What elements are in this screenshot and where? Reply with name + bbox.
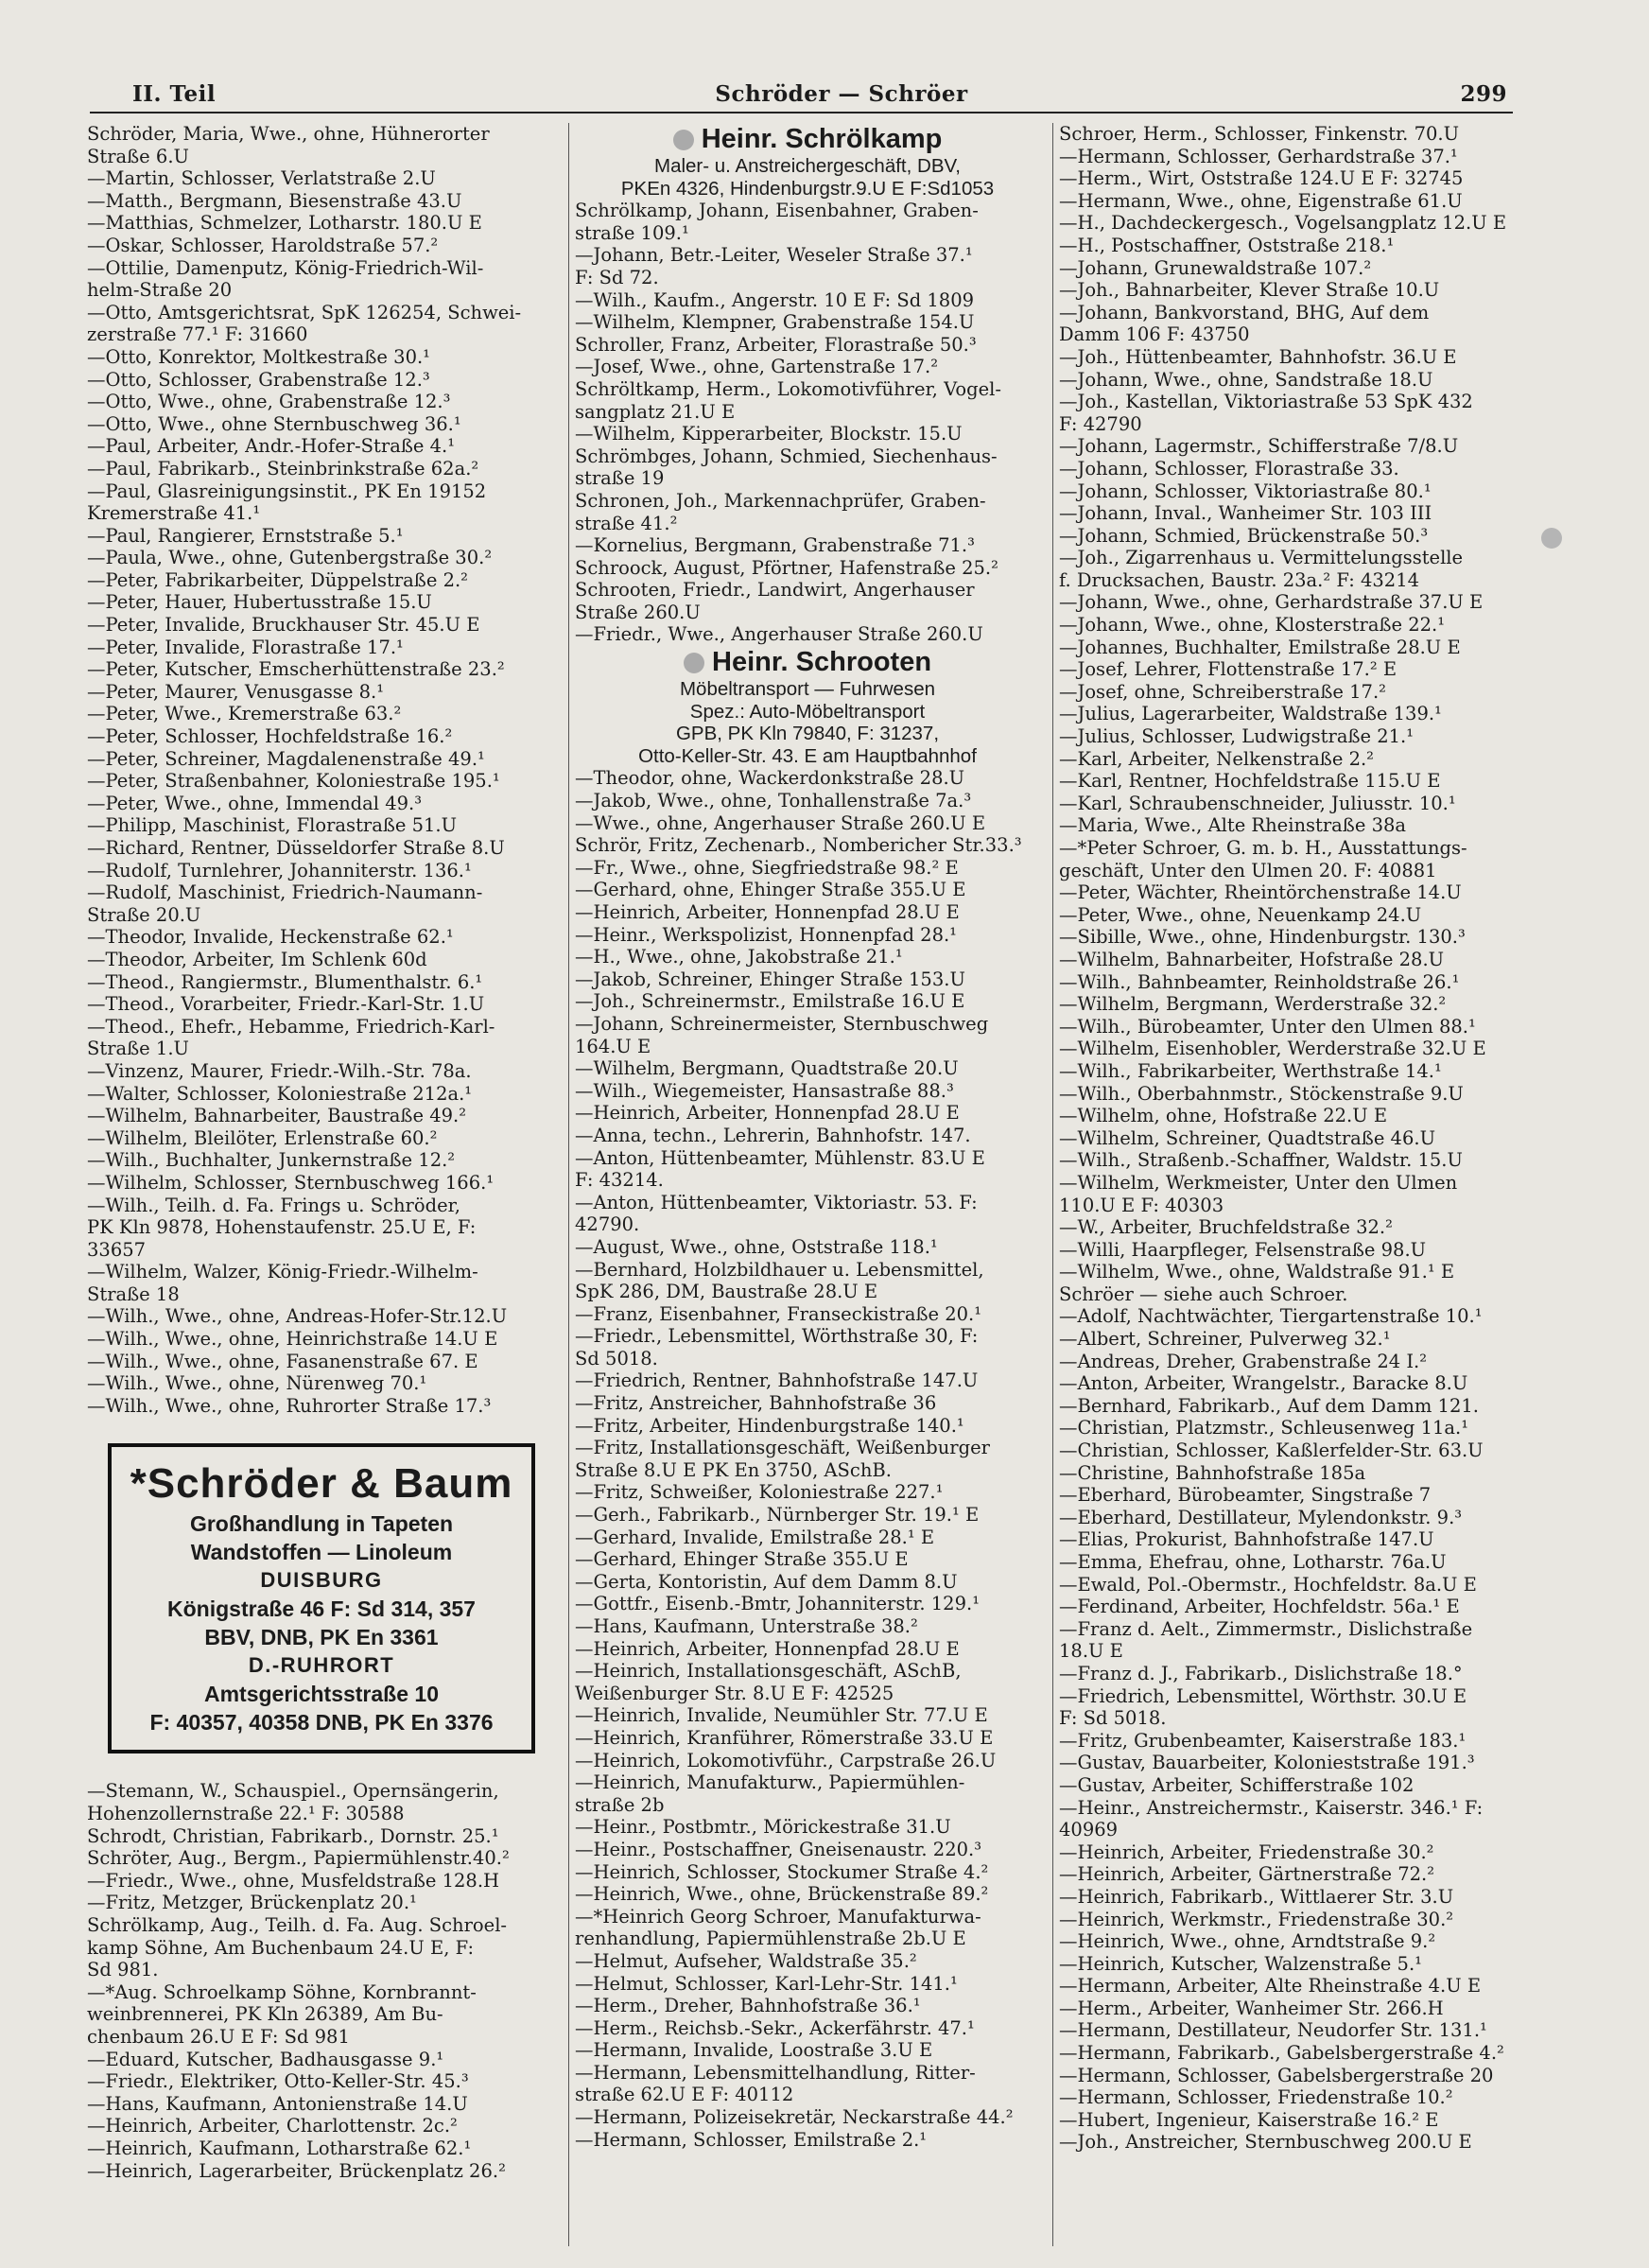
directory-entry: SpK 286, DM, Baustraße 28.U E xyxy=(575,1281,878,1303)
directory-entry: —Oskar, Schlosser, Haroldstraße 57.² xyxy=(87,234,439,256)
directory-entry: —Josef, Wwe., ohne, Gartenstraße 17.² xyxy=(575,356,939,378)
directory-entry: —Gerhard, Invalide, Emilstraße 28.¹ E xyxy=(575,1526,935,1548)
directory-entry: —Fr., Wwe., ohne, Siegfriedstraße 98.² E xyxy=(575,856,959,879)
directory-entry: —Anton, Hüttenbeamter, Mühlenstr. 83.U E xyxy=(575,1146,985,1169)
directory-entry: —Anna, techn., Lehrerin, Bahnhofstr. 147. xyxy=(575,1124,971,1146)
ornament-icon xyxy=(684,653,704,673)
column-1 xyxy=(87,123,552,2182)
directory-entry: —Gerhard, ohne, Ehinger Straße 355.U E xyxy=(575,879,966,901)
ad-line: Wandstoffen — Linoleum xyxy=(190,1540,453,1565)
directory-entry: —Wilhelm, Bergmann, Quadtstraße 20.U xyxy=(575,1057,959,1080)
directory-entry: —August, Wwe., ohne, Oststraße 118.¹ xyxy=(575,1235,938,1258)
directory-entry: —Otto, Wwe., ohne, Grabenstraße 12.³ xyxy=(87,391,451,413)
directory-entry: —Stemann, W., Schauspiel., Opernsängerin, xyxy=(87,1780,499,1803)
directory-entry: —Johann, Bankvorstand, BHG, Auf dem xyxy=(1059,301,1430,323)
directory-entry: —Heinrich, Arbeiter, Honnenpfad 28.U E xyxy=(575,1102,960,1125)
column-3 xyxy=(1059,123,1513,2154)
column-divider xyxy=(1052,123,1053,2246)
directory-entry: —Ewald, Pol.-Obermstr., Hochfeldstr. 8a.U E xyxy=(1059,1573,1477,1596)
directory-entry: —Jakob, Wwe., ohne, Tonhallenstraße 7a.³ xyxy=(575,790,972,812)
directory-entry: —Friedr., Wwe., ohne, Musfeldstraße 128.H xyxy=(87,1869,500,1892)
directory-entry: —Sibille, Wwe., ohne, Hindenburgstr. 130.³ xyxy=(1059,926,1466,949)
directory-entry: Schroer, Herm., Schlosser, Finkenstr. 70.U xyxy=(1059,123,1460,145)
directory-entry: —Fritz, Schweißer, Koloniestraße 227.¹ xyxy=(575,1481,944,1504)
directory-entry: —Heinrich, Arbeiter, Gärtnerstraße 72.² xyxy=(1059,1863,1435,1886)
ad-line: Möbeltransport — Fuhrwesen xyxy=(679,678,936,701)
directory-entry: —Peter, Schlosser, Hochfeldstraße 16.² xyxy=(87,725,453,748)
directory-entry: Schrör, Fritz, Zechenarb., Nombericher Str.33.³ xyxy=(575,834,1022,857)
ad-schroeder-baum xyxy=(108,1443,535,1753)
directory-entry: —Hermann, Schlosser, Gerhardstraße 37.¹ xyxy=(1059,145,1458,167)
directory-entry: —Theod., Rangiermstr., Blumenthalstr. 6.¹ xyxy=(87,970,483,993)
directory-entry: —Maria, Wwe., Alte Rheinstraße 38a xyxy=(1059,814,1407,837)
directory-entry: —Wilhelm, Bergmann, Werderstraße 32.² xyxy=(1059,993,1447,1016)
ornament-icon xyxy=(673,130,694,150)
column-2 xyxy=(575,123,1040,2151)
directory-entry: —Wilh., Wiegemeister, Hansastraße 88.³ xyxy=(575,1079,954,1102)
directory-entry: —Heinrich, Wwe., ohne, Arndtstraße 9.² xyxy=(1059,1930,1436,1953)
directory-entry: —Herm., Arbeiter, Wanheimer Str. 266.H xyxy=(1059,1997,1444,2019)
directory-entry: —H., Wwe., ohne, Jakobstraße 21.¹ xyxy=(575,946,903,968)
directory-entry: —Herm., Wirt, Oststraße 124.U E F: 32745 xyxy=(1059,167,1464,190)
directory-entry: —Paula, Wwe., ohne, Gutenbergstraße 30.² xyxy=(87,547,493,569)
directory-entry: —Wilh., Fabrikarbeiter, Werthstraße 14.¹ xyxy=(1059,1059,1442,1082)
directory-entry: —Julius, Lagerarbeiter, Waldstraße 139.¹ xyxy=(1059,703,1442,725)
directory-entry: Straße 18 xyxy=(87,1282,180,1305)
ad-line: BBV, DNB, PK En 3361 xyxy=(204,1625,439,1650)
directory-entry: —Heinrich, Arbeiter, Charlottenstr. 2c.² xyxy=(87,2115,458,2137)
directory-entry: —Theodor, Arbeiter, Im Schlenk 60d xyxy=(87,948,427,970)
directory-entry: straße 62.U E F: 40112 xyxy=(575,2084,794,2106)
directory-entry: —Paul, Glasreinigungsinstit., PK En 19152 xyxy=(87,480,487,502)
directory-entry: —Herm., Reichsb.-Sekr., Ackerfährstr. 47.¹ xyxy=(575,2016,975,2039)
directory-entry: —Hermann, Invalide, Loostraße 3.U E xyxy=(575,2039,933,2062)
directory-entry: —Heinrich, Arbeiter, Honnenpfad 28.U E xyxy=(575,1637,960,1660)
directory-entry: —Joh., Schreinermstr., Emilstraße 16.U E xyxy=(575,990,965,1013)
directory-entry: —Wwe., ohne, Angerhauser Straße 260.U E xyxy=(575,811,986,834)
directory-entry: —Heinrich, Manufakturw., Papiermühlen- xyxy=(575,1771,965,1794)
directory-entry: renhandlung, Papiermühlenstraße 2b.U E xyxy=(575,1928,966,1950)
directory-entry: —Johann, Wwe., ohne, Klosterstraße 22.¹ xyxy=(1059,614,1446,637)
directory-entry: —Wilhelm, Walzer, König-Friedr.-Wilhelm- xyxy=(87,1261,478,1283)
directory-entry: —Johann, Wwe., ohne, Sandstraße 18.U xyxy=(1059,368,1433,391)
directory-entry: 33657 xyxy=(87,1238,147,1261)
directory-entry: —Wilhelm, ohne, Hofstraße 22.U E xyxy=(1059,1105,1388,1127)
directory-entry: Schrömbges, Johann, Schmied, Siechenhaus- xyxy=(575,445,998,467)
ad-schrooten-title: Heinr. Schrooten xyxy=(575,646,1040,678)
directory-entry: —Ottilie, Damenputz, König-Friedrich-Wil- xyxy=(87,256,484,279)
directory-entry: —Herm., Dreher, Bahnhofstraße 36.¹ xyxy=(575,1995,921,2017)
directory-entry: —Otto, Amtsgerichtsrat, SpK 126254, Schwei- xyxy=(87,301,522,323)
ad-line: GPB, PK Kln 79840, F: 31237, xyxy=(675,723,940,745)
directory-entry: —Vinzenz, Maurer, Friedr.-Wilh.-Str. 78a. xyxy=(87,1059,472,1082)
directory-entry: —*Aug. Schroelkamp Söhne, Kornbrannt- xyxy=(87,1980,477,2003)
directory-entry: —Eberhard, Destillateur, Mylendonkstr. 9.³ xyxy=(1059,1506,1463,1528)
ad-line: F: 40357, 40358 DNB, PK En 3376 xyxy=(149,1710,494,1736)
directory-entry: —Adolf, Nachtwächter, Tiergartenstraße 10.¹ xyxy=(1059,1305,1483,1328)
directory-entry: —Heinrich, Installationsgeschäft, ASchB, xyxy=(575,1660,962,1683)
directory-entry: helm-Straße 20 xyxy=(87,279,233,302)
entry-list xyxy=(575,200,1040,646)
directory-entry: —Heinrich, Kranführer, Römerstraße 33.U E xyxy=(575,1726,994,1749)
directory-entry: —Heinrich, Arbeiter, Friedenstraße 30.² xyxy=(1059,1841,1434,1863)
directory-entry: 164.U E xyxy=(575,1035,651,1057)
directory-entry: Straße 6.U xyxy=(87,145,189,167)
directory-entry: —Peter, Kutscher, Emscherhüttenstraße 23.² xyxy=(87,658,505,681)
directory-entry: —Johann, Lagermstr., Schifferstraße 7/8.U xyxy=(1059,435,1459,458)
directory-entry: —Heinrich, Arbeiter, Honnenpfad 28.U E xyxy=(575,901,960,923)
directory-entry: —Friedr., Elektriker, Otto-Keller-Str. 45.³ xyxy=(87,2070,469,2093)
page-number: 299 xyxy=(1460,81,1507,107)
directory-entry: —Joh., Kastellan, Viktoriastraße 53 SpK 432 xyxy=(1059,391,1473,413)
directory-entry: —Karl, Rentner, Hochfeldstraße 115.U E xyxy=(1059,770,1441,793)
directory-entry: —Friedr., Wwe., Angerhauser Straße 260.U xyxy=(575,623,983,646)
directory-entry: —Peter, Hauer, Hubertusstraße 15.U xyxy=(87,591,432,614)
directory-entry: —Wilhelm, Klempner, Grabenstraße 154.U xyxy=(575,311,975,334)
directory-entry: —Karl, Arbeiter, Nelkenstraße 2.² xyxy=(1059,747,1374,770)
directory-entry: —Hermann, Lebensmittelhandlung, Ritter- xyxy=(575,2061,976,2084)
directory-entry: —Wilhelm, Bahnarbeiter, Baustraße 49.² xyxy=(87,1105,467,1127)
directory-entry: —Johann, Schreinermeister, Sternbuschweg xyxy=(575,1012,989,1035)
directory-entry: —Franz d. J., Fabrikarb., Dislichstraße 18.° xyxy=(1059,1662,1463,1684)
directory-entry: Sd 5018. xyxy=(575,1347,658,1370)
directory-entry: —Kornelius, Bergmann, Grabenstraße 71.³ xyxy=(575,534,975,557)
directory-entry: —Karl, Schraubenschneider, Juliusstr. 10.¹ xyxy=(1059,792,1456,814)
entry-list xyxy=(575,767,1040,2151)
directory-entry: —Gerta, Kontoristin, Auf dem Damm 8.U xyxy=(575,1570,958,1593)
directory-entry: —Eduard, Kutscher, Badhausgasse 9.¹ xyxy=(87,2048,444,2070)
directory-entry: —Heinrich, Wwe., ohne, Brückenstraße 89.² xyxy=(575,1883,989,1906)
directory-entry: Straße 8.U E PK En 3750, ASchB. xyxy=(575,1458,892,1481)
directory-entry: —H., Dachdeckergesch., Vogelsangplatz 12.U E xyxy=(1059,212,1507,235)
directory-entry: —Theod., Ehefr., Hebamme, Friedrich-Karl- xyxy=(87,1015,495,1038)
directory-entry: —Wilh., Oberbahnmstr., Stöckenstraße 9.U xyxy=(1059,1082,1464,1105)
directory-entry: straße 19 xyxy=(575,467,665,490)
directory-entry: —Christian, Platzmstr., Schleusenweg 11a.¹ xyxy=(1059,1417,1469,1439)
directory-entry: —Willi, Haarpfleger, Felsenstraße 98.U xyxy=(1059,1238,1427,1261)
directory-entry: Straße 1.U xyxy=(87,1038,189,1060)
directory-entry: —Wilhelm, Bleilöter, Erlenstraße 60.² xyxy=(87,1126,438,1149)
directory-entry: Schröter, Aug., Bergm., Papiermühlenstr.40.² xyxy=(87,1847,510,1870)
directory-entry: —Johann, Schmied, Brückenstraße 50.³ xyxy=(1059,524,1429,547)
directory-entry: chenbaum 26.U E F: Sd 981 xyxy=(87,2025,350,2048)
directory-entry: —Peter, Fabrikarbeiter, Düppelstraße 2.² xyxy=(87,568,468,591)
directory-entry: —Julius, Schlosser, Ludwigstraße 21.¹ xyxy=(1059,725,1415,748)
directory-entry: —W., Arbeiter, Bruchfeldstraße 32.² xyxy=(1059,1216,1393,1239)
directory-entry: Schröltkamp, Herm., Lokomotivführer, Vogel- xyxy=(575,377,1001,400)
directory-entry: —Hermann, Wwe., ohne, Eigenstraße 61.U xyxy=(1059,189,1463,212)
directory-entry: —*Peter Schroer, G. m. b. H., Ausstattungs- xyxy=(1059,837,1467,859)
directory-entry: straße 41.² xyxy=(575,512,678,534)
directory-entry: Hohenzollernstraße 22.¹ F: 30588 xyxy=(87,1803,405,1825)
directory-entry: —Johann, Grunewaldstraße 107.² xyxy=(1059,256,1372,279)
section-label: II. Teil xyxy=(132,81,217,107)
directory-entry: 40969 xyxy=(1059,1819,1119,1841)
entry-list xyxy=(1059,123,1513,2154)
directory-entry: —Matth., Bergmann, Biesenstraße 43.U xyxy=(87,189,462,212)
directory-entry: Schröer — siehe auch Schroer. xyxy=(1059,1282,1348,1305)
directory-entry: —Johann, Schlosser, Viktoriastraße 80.¹ xyxy=(1059,480,1432,502)
directory-entry: 42790. xyxy=(575,1213,640,1236)
directory-entry: f. Drucksachen, Baustr. 23a.² F: 43214 xyxy=(1059,568,1420,591)
directory-entry: —Andreas, Dreher, Grabenstraße 24 I.² xyxy=(1059,1350,1428,1372)
directory-entry: —Hans, Kaufmann, Antonienstraße 14.U xyxy=(87,2092,468,2115)
directory-entry: —Fritz, Grubenbeamter, Kaiserstraße 183.¹ xyxy=(1059,1729,1467,1752)
ad-schroelkamp-title: Heinr. Schrölkamp xyxy=(575,123,1040,155)
directory-entry: —Wilhelm, Werkmeister, Unter den Ulmen xyxy=(1059,1171,1458,1194)
directory-entry: —Wilh., Wwe., ohne, Andreas-Hofer-Str.12.U xyxy=(87,1305,508,1328)
ad-title: *Schröder & Baum xyxy=(130,1460,513,1508)
directory-entry: —Johann, Schlosser, Florastraße 33. xyxy=(1059,457,1399,480)
ad-line: Großhandlung in Tapeten xyxy=(189,1511,454,1537)
directory-entry: —Wilh., Buchhalter, Junkernstraße 12.² xyxy=(87,1149,456,1172)
directory-entry: —Paul, Rangierer, Ernststraße 5.¹ xyxy=(87,524,404,547)
directory-entry: —Theodor, Invalide, Heckenstraße 62.¹ xyxy=(87,926,454,949)
directory-entry: —Johann, Wwe., ohne, Gerhardstraße 37.U E xyxy=(1059,591,1484,614)
directory-entry: —Richard, Rentner, Düsseldorfer Straße 8.U xyxy=(87,837,505,859)
directory-entry: —Peter, Wwe., ohne, Immendal 49.³ xyxy=(87,792,423,814)
directory-entry: —Wilh., Teilh. d. Fa. Frings u. Schröder, xyxy=(87,1194,460,1216)
ad-line: Königstraße 46 F: Sd 314, 357 xyxy=(167,1596,476,1622)
directory-entry: —Peter, Wwe., Kremerstraße 63.² xyxy=(87,703,402,725)
directory-entry: —Heinrich, Werkmstr., Friedenstraße 30.² xyxy=(1059,1908,1454,1930)
directory-entry: —Peter, Invalide, Florastraße 17.¹ xyxy=(87,636,404,658)
ad-line: Maler- u. Anstreichergeschäft, DBV, xyxy=(654,155,961,177)
directory-entry: —Bernhard, Fabrikarb., Auf dem Damm 121. xyxy=(1059,1394,1479,1417)
directory-entry: Straße 260.U xyxy=(575,601,701,623)
directory-entry: —Otto, Konrektor, Moltkestraße 30.¹ xyxy=(87,345,430,368)
name-range: Schröder — Schröer xyxy=(715,81,968,107)
directory-entry: —Paul, Arbeiter, Andr.-Hofer-Straße 4.¹ xyxy=(87,435,456,458)
directory-entry: —Eberhard, Bürobeamter, Singstraße 7 xyxy=(1059,1484,1432,1507)
directory-entry: —Gerhard, Ehinger Straße 355.U E xyxy=(575,1548,909,1571)
directory-entry: —Albert, Schreiner, Pulverweg 32.¹ xyxy=(1059,1328,1391,1351)
directory-entry: Schrooten, Friedr., Landwirt, Angerhauser xyxy=(575,579,975,602)
directory-entry: —Peter, Wwe., ohne, Neuenkamp 24.U xyxy=(1059,903,1422,926)
directory-entry: —Wilh., Wwe., ohne, Heinrichstraße 14.U E xyxy=(87,1328,498,1351)
directory-entry: —Johann, Betr.-Leiter, Weseler Straße 37.¹ xyxy=(575,244,973,267)
header-rule xyxy=(90,112,1513,113)
column-divider xyxy=(568,123,569,2246)
directory-entry: —Hermann, Schlosser, Friedenstraße 10.² xyxy=(1059,2086,1453,2109)
directory-entry: —Heinr., Postbmtr., Mörickestraße 31.U xyxy=(575,1816,951,1839)
directory-entry: —H., Postschaffner, Oststraße 218.¹ xyxy=(1059,234,1395,256)
directory-entry: —Fritz, Arbeiter, Hindenburgstraße 140.¹ xyxy=(575,1414,964,1437)
ad-line: D.-RUHRORT xyxy=(248,1653,395,1678)
directory-entry: —Gustav, Arbeiter, Schifferstraße 102 xyxy=(1059,1773,1415,1796)
directory-entry: —Hermann, Destillateur, Neudorfer Str. 131.¹ xyxy=(1059,2019,1487,2042)
directory-entry: —Peter, Maurer, Venusgasse 8.¹ xyxy=(87,680,385,703)
directory-entry: —Hermann, Polizeisekretär, Neckarstraße 44.² xyxy=(575,2106,1014,2129)
directory-entry: —Johann, Inval., Wanheimer Str. 103 III xyxy=(1059,502,1432,525)
directory-entry: —Peter, Invalide, Bruckhauser Str. 45.U E xyxy=(87,614,480,637)
directory-entry: —Hermann, Schlosser, Emilstraße 2.¹ xyxy=(575,2128,928,2151)
directory-entry: —Elias, Prokurist, Bahnhofstraße 147.U xyxy=(1059,1528,1434,1551)
directory-entry: straße 109.¹ xyxy=(575,221,689,244)
directory-entry: —Gottfr., Eisenb.-Bmtr, Johanniterstr. 129.¹ xyxy=(575,1593,981,1615)
directory-entry: —Otto, Schlosser, Grabenstraße 12.³ xyxy=(87,368,430,391)
directory-entry: —Josef, ohne, Schreiberstraße 17.² xyxy=(1059,680,1386,703)
directory-entry: Schronen, Joh., Markennachprüfer, Graben- xyxy=(575,489,986,512)
directory-entry: Schrodt, Christian, Fabrikarb., Dornstr. 25.¹ xyxy=(87,1824,499,1847)
directory-entry: —Heinrich, Invalide, Neumühler Str. 77.U E xyxy=(575,1704,988,1727)
directory-entry: —Friedrich, Rentner, Bahnhofstraße 147.U xyxy=(575,1370,979,1392)
directory-entry: geschäft, Unter den Ulmen 20. F: 40881 xyxy=(1059,859,1437,881)
directory-entry: —Joh., Zigarrenhaus u. Vermittelungsstelle xyxy=(1059,547,1464,569)
directory-entry: —Johannes, Buchhalter, Emilstraße 28.U E xyxy=(1059,636,1461,658)
directory-entry: —Peter, Straßenbahner, Koloniestraße 195.¹ xyxy=(87,770,500,793)
directory-entry: —Bernhard, Holzbildhauer u. Lebensmittel, xyxy=(575,1258,984,1281)
directory-entry: —Rudolf, Turnlehrer, Johanniterstr. 136.¹ xyxy=(87,859,472,881)
directory-entry: —Otto, Wwe., ohne Sternbuschweg 36.¹ xyxy=(87,412,461,435)
directory-entry: Schroller, Franz, Arbeiter, Florastraße 50.³ xyxy=(575,333,977,356)
directory-entry: —Walter, Schlosser, Koloniestraße 212a.¹ xyxy=(87,1082,473,1105)
directory-entry: —Peter, Schreiner, Magdalenenstraße 49.¹ xyxy=(87,747,485,770)
directory-entry: —Franz d. Aelt., Zimmermstr., Dislichstraße xyxy=(1059,1617,1473,1640)
directory-entry: —Joh., Anstreicher, Sternbuschweg 200.U E xyxy=(1059,2131,1472,2154)
directory-entry: —Wilhelm, Schreiner, Quadtstraße 46.U xyxy=(1059,1126,1435,1149)
directory-entry: —Heinrich, Kaufmann, Lotharstraße 62.¹ xyxy=(87,2137,472,2159)
directory-entry: —Christian, Schlosser, Kaßlerfelder-Str. 63.U xyxy=(1059,1439,1484,1462)
directory-entry: —Friedr., Lebensmittel, Wörthstraße 30, F: xyxy=(575,1325,979,1348)
directory-entry: —Peter, Wächter, Rheintörchenstraße 14.U xyxy=(1059,881,1462,904)
directory-entry: —Fritz, Installationsgeschäft, Weißenburger xyxy=(575,1437,990,1459)
directory-entry: —Wilhelm, Kipperarbeiter, Blockstr. 15.U xyxy=(575,423,963,445)
directory-entry: —Josef, Lehrer, Flottenstraße 17.² E xyxy=(1059,658,1397,681)
directory-entry: —Anton, Hüttenbeamter, Viktoriastr. 53. F: xyxy=(575,1191,978,1213)
directory-entry: Schröder, Maria, Wwe., ohne, Hühnerorter xyxy=(87,123,490,145)
directory-entry: —Gustav, Bauarbeiter, Kolonieststraße 191.³ xyxy=(1059,1752,1475,1774)
directory-entry: weinbrennerei, PK Kln 26389, Am Bu- xyxy=(87,2003,443,2026)
directory-entry: —*Heinrich Georg Schroer, Manufakturwa- xyxy=(575,1905,981,1928)
directory-entry: —Hermann, Arbeiter, Alte Rheinstraße 4.U E xyxy=(1059,1975,1482,1998)
directory-entry: F: Sd 72. xyxy=(575,266,659,288)
directory-entry: Weißenburger Str. 8.U E F: 42525 xyxy=(575,1682,894,1704)
directory-entry: —Christine, Bahnhofstraße 185a xyxy=(1059,1461,1366,1484)
directory-entry: —Theodor, ohne, Wackerdonkstraße 28.U xyxy=(575,767,965,790)
directory-entry: Sd 981. xyxy=(87,1959,159,1981)
directory-entry: —Franz, Eisenbahner, Franseckistraße 20.¹ xyxy=(575,1302,982,1325)
directory-entry: F: Sd 5018. xyxy=(1059,1707,1167,1730)
directory-entry: 18.U E xyxy=(1059,1640,1123,1663)
directory-entry: —Heinrich, Schlosser, Stockumer Straße 4.² xyxy=(575,1860,989,1883)
ad-line: Amtsgerichtsstraße 10 xyxy=(204,1682,439,1707)
directory-entry: —Paul, Fabrikarb., Steinbrinkstraße 62a.² xyxy=(87,457,479,480)
directory-entry: —Ferdinand, Arbeiter, Hochfeldstr. 56a.¹ E xyxy=(1059,1596,1460,1618)
directory-entry: —Heinr., Anstreichermstr., Kaiserstr. 346.¹ F: xyxy=(1059,1796,1484,1819)
directory-entry: —Wilh., Wwe., ohne, Nürenweg 70.¹ xyxy=(87,1372,427,1395)
directory-entry: —Joh., Hüttenbeamter, Bahnhofstr. 36.U E xyxy=(1059,345,1457,368)
directory-entry: F: 43214. xyxy=(575,1169,664,1192)
directory-entry: —Heinrich, Lokomotivführ., Carpstraße 26.U xyxy=(575,1749,997,1771)
directory-entry: —Helmut, Aufseher, Waldstraße 35.² xyxy=(575,1949,917,1972)
directory-entry: —Emma, Ehefrau, ohne, Lotharstr. 76a.U xyxy=(1059,1551,1447,1573)
directory-entry: —Friedrich, Lebensmittel, Wörthstr. 30.U E xyxy=(1059,1684,1467,1707)
ad-line: Otto-Keller-Str. 43. E am Hauptbahnhof xyxy=(638,744,977,767)
directory-entry: —Fritz, Anstreicher, Bahnhofstraße 36 xyxy=(575,1392,937,1415)
directory-entry: —Wilhelm, Eisenhobler, Werderstraße 32.U E xyxy=(1059,1038,1486,1060)
directory-entry: —Hermann, Fabrikarb., Gabelsbergerstraße 4.² xyxy=(1059,2042,1504,2065)
directory-entry: Schrölkamp, Aug., Teilh. d. Fa. Aug. Schroel- xyxy=(87,1914,508,1936)
directory-entry: —Heinrich, Fabrikarb., Wittlaerer Str. 3.U xyxy=(1059,1885,1454,1908)
directory-entry: —Hubert, Ingenieur, Kaiserstraße 16.² E xyxy=(1059,2108,1439,2131)
directory-entry: —Heinr., Postschaffner, Gneisenaustr. 220.³ xyxy=(575,1838,982,1860)
ad-line: PKEn 4326, Hindenburgstr.9.U E F:Sd1053 xyxy=(620,177,995,200)
directory-entry: straße 2b xyxy=(575,1793,665,1816)
directory-entry: Schroock, August, Pförtner, Hafenstraße 25.² xyxy=(575,556,998,579)
ad-line: Spez.: Auto-Möbeltransport xyxy=(689,700,926,723)
directory-entry: —Helmut, Schlosser, Karl-Lehr-Str. 141.¹ xyxy=(575,1972,958,1995)
directory-entry: —Heinrich, Lagerarbeiter, Brückenplatz 26.² xyxy=(87,2159,506,2182)
directory-entry: kamp Söhne, Am Buchenbaum 24.U E, F: xyxy=(87,1936,475,1959)
directory-entry: —Wilh., Kaufm., Angerstr. 10 E F: Sd 1809 xyxy=(575,288,975,311)
directory-entry: sangplatz 21.U E xyxy=(575,400,736,423)
directory-entry: —Theod., Vorarbeiter, Friedr.-Karl-Str. 1.U xyxy=(87,993,485,1016)
directory-entry: PK Kln 9878, Hohenstaufenstr. 25.U E, F: xyxy=(87,1216,477,1239)
directory-entry: Straße 20.U xyxy=(87,903,201,926)
directory-entry: —Heinr., Werkspolizist, Honnenpfad 28.¹ xyxy=(575,923,957,946)
directory-entry: —Jakob, Schreiner, Ehinger Straße 153.U xyxy=(575,968,965,990)
directory-entry: —Hermann, Schlosser, Gabelsbergerstraße 20 xyxy=(1059,2064,1494,2086)
directory-entry: —Wilh., Straßenb.-Schaffner, Waldstr. 15.U xyxy=(1059,1149,1463,1172)
directory-entry: —Anton, Arbeiter, Wrangelstr., Baracke 8.U xyxy=(1059,1372,1468,1395)
directory-entry: —Joh., Bahnarbeiter, Klever Straße 10.U xyxy=(1059,279,1440,302)
directory-entry: —Matthias, Schmelzer, Lotharstr. 180.U E xyxy=(87,212,482,235)
directory-entry: —Gerh., Fabrikarb., Nürnberger Str. 19.¹ E xyxy=(575,1504,980,1527)
directory-entry: —Wilhelm, Schlosser, Sternbuschweg 166.¹ xyxy=(87,1171,495,1194)
directory-entry: —Philipp, Maschinist, Florastraße 51.U xyxy=(87,814,458,837)
directory-entry: —Hans, Kaufmann, Unterstraße 38.² xyxy=(575,1615,918,1637)
punch-hole-mark xyxy=(1541,528,1562,549)
directory-entry: zerstraße 77.¹ F: 31660 xyxy=(87,323,308,346)
directory-entry: Kremerstraße 41.¹ xyxy=(87,502,261,525)
directory-entry: —Martin, Schlosser, Verlatstraße 2.U xyxy=(87,167,436,190)
directory-entry: —Wilh., Bahnbeamter, Reinholdstraße 26.¹ xyxy=(1059,970,1460,993)
directory-entry: —Wilhelm, Bahnarbeiter, Hofstraße 28.U xyxy=(1059,948,1445,970)
ad-line: DUISBURG xyxy=(260,1568,383,1593)
directory-entry: —Wilhelm, Wwe., ohne, Waldstraße 91.¹ E xyxy=(1059,1261,1455,1283)
directory-entry: —Wilh., Bürobeamter, Unter den Ulmen 88.¹ xyxy=(1059,1015,1476,1038)
directory-entry: Damm 106 F: 43750 xyxy=(1059,323,1250,346)
directory-entry: —Wilh., Wwe., ohne, Fasanenstraße 67. E xyxy=(87,1350,478,1372)
directory-entry: F: 42790 xyxy=(1059,412,1142,435)
directory-entry: —Wilh., Wwe., ohne, Ruhrorter Straße 17.³ xyxy=(87,1394,492,1417)
directory-entry: —Fritz, Metzger, Brückenplatz 20.¹ xyxy=(87,1892,417,1914)
entry-list xyxy=(87,123,552,1417)
directory-entry: —Rudolf, Maschinist, Friedrich-Naumann- xyxy=(87,881,483,904)
directory-entry: Schrölkamp, Johann, Eisenbahner, Graben- xyxy=(575,200,979,222)
directory-entry: 110.U E F: 40303 xyxy=(1059,1194,1224,1216)
entry-list xyxy=(87,1780,552,2182)
directory-entry: —Heinrich, Kutscher, Walzenstraße 5.¹ xyxy=(1059,1952,1422,1975)
